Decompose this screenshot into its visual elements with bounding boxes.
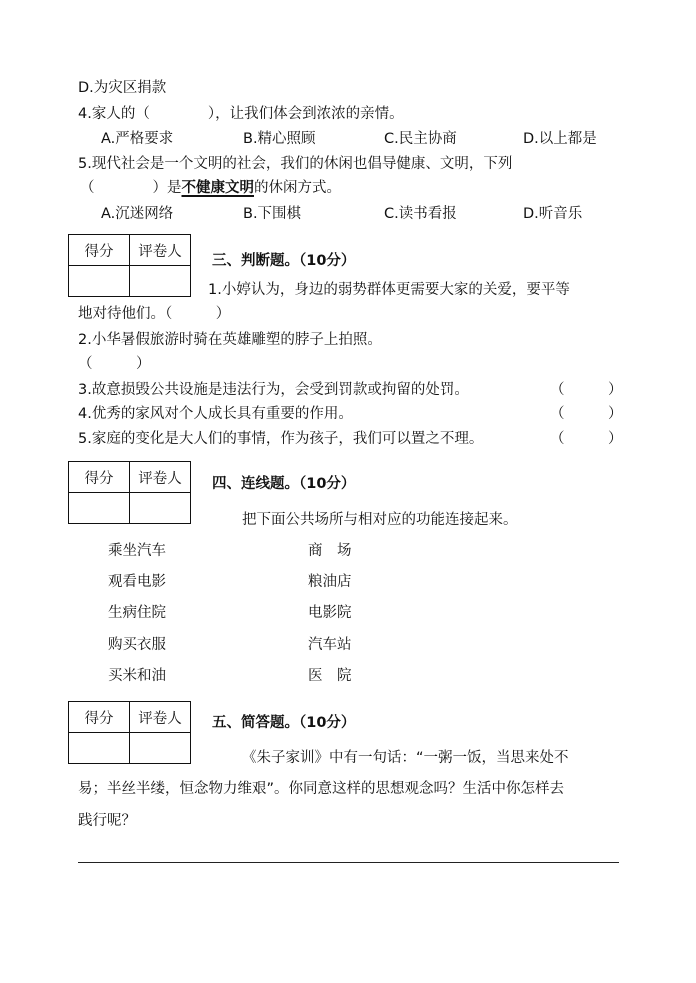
score-box-section4	[68, 461, 191, 524]
q3-option-d: D.为灾区捐款	[78, 80, 167, 96]
reviewer-cell	[130, 266, 191, 297]
q5-option-c: C.读书看报	[384, 206, 457, 222]
reviewer-label: 评卷人	[130, 462, 191, 493]
judge-q2-line1: 2.小华暑假旅游时骑在英雄雕塑的脖子上拍照。	[78, 332, 382, 348]
q4-option-b: B.精心照顾	[243, 131, 316, 147]
emphasis-text: 不健康文明	[181, 180, 254, 196]
q4-option-d: D.以上都是	[523, 131, 597, 147]
score-label: 得分	[69, 702, 130, 733]
q4-stem: 4.家人的（ ），让我们体会到浓浓的亲情。	[78, 106, 404, 122]
score-box-section5	[68, 701, 191, 764]
q5-stem-line1: 5.现代社会是一个文明的社会，我们的休闲也倡导健康、文明，下列	[78, 156, 513, 172]
judge-q3: 3.故意损毁公共设施是违法行为，会受到罚款或拘留的处罚。	[78, 382, 469, 398]
judge-q1-line2: 地对待他们。（ ）	[78, 306, 231, 322]
judge-q4: 4.优秀的家风对个人成长具有重要的作用。	[78, 406, 353, 422]
q5-stem-line2: （ ）是不健康文明的休闲方式。	[80, 180, 341, 196]
answer-line[interactable]	[78, 862, 619, 863]
match-right-item: 粮油店	[308, 574, 352, 590]
match-left-item: 生病住院	[108, 605, 166, 621]
q5-option-a: A.沉迷网络	[101, 206, 174, 222]
reviewer-label: 评卷人	[130, 702, 191, 733]
score-box-section3	[68, 234, 191, 297]
q4-option-c: C.民主协商	[384, 131, 457, 147]
judge-q5-bracket: （ ）	[550, 431, 623, 447]
match-right-item: 汽车站	[308, 637, 352, 653]
match-right-item: 电影院	[308, 605, 352, 621]
match-left-item: 观看电影	[108, 574, 166, 590]
section5-heading: 五、简答题。（10分）	[212, 715, 356, 731]
q4-option-a: A.严格要求	[101, 131, 174, 147]
essay-line1: 《朱子家训》中有一句话：“一粥一饭，当思来处不	[242, 750, 569, 766]
score-cell	[69, 733, 130, 764]
judge-q2-line2: （ ）	[78, 356, 151, 372]
match-left-item: 乘坐汽车	[108, 543, 166, 559]
judge-q5: 5.家庭的变化是大人们的事情，作为孩子，我们可以置之不理。	[78, 431, 484, 447]
match-right-item: 商 场	[308, 543, 352, 559]
q5-option-b: B.下围棋	[243, 206, 302, 222]
score-cell	[69, 493, 130, 524]
score-cell	[69, 266, 130, 297]
reviewer-cell	[130, 733, 191, 764]
score-label: 得分	[69, 235, 130, 266]
essay-line2: 易；半丝半缕，恒念物力维艰”。你同意这样的思想观念吗？生活中你怎样去	[78, 781, 565, 797]
judge-q4-bracket: （ ）	[550, 406, 623, 422]
judge-q3-bracket: （ ）	[550, 382, 623, 398]
section4-heading: 四、连线题。（10分）	[212, 476, 356, 492]
matching-instruction: 把下面公共场所与相对应的功能连接起来。	[242, 512, 518, 528]
q5-option-d: D.听音乐	[523, 206, 583, 222]
section3-heading: 三、判断题。（10分）	[212, 253, 356, 269]
judge-q1-line1: 1.小婷认为，身边的弱势群体更需要大家的关爱，要平等	[208, 282, 570, 298]
reviewer-label: 评卷人	[130, 235, 191, 266]
match-left-item: 购买衣服	[108, 637, 166, 653]
reviewer-cell	[130, 493, 191, 524]
score-label: 得分	[69, 462, 130, 493]
match-left-item: 买米和油	[108, 668, 166, 684]
essay-line3: 践行呢？	[78, 813, 136, 829]
match-right-item: 医 院	[308, 668, 352, 684]
